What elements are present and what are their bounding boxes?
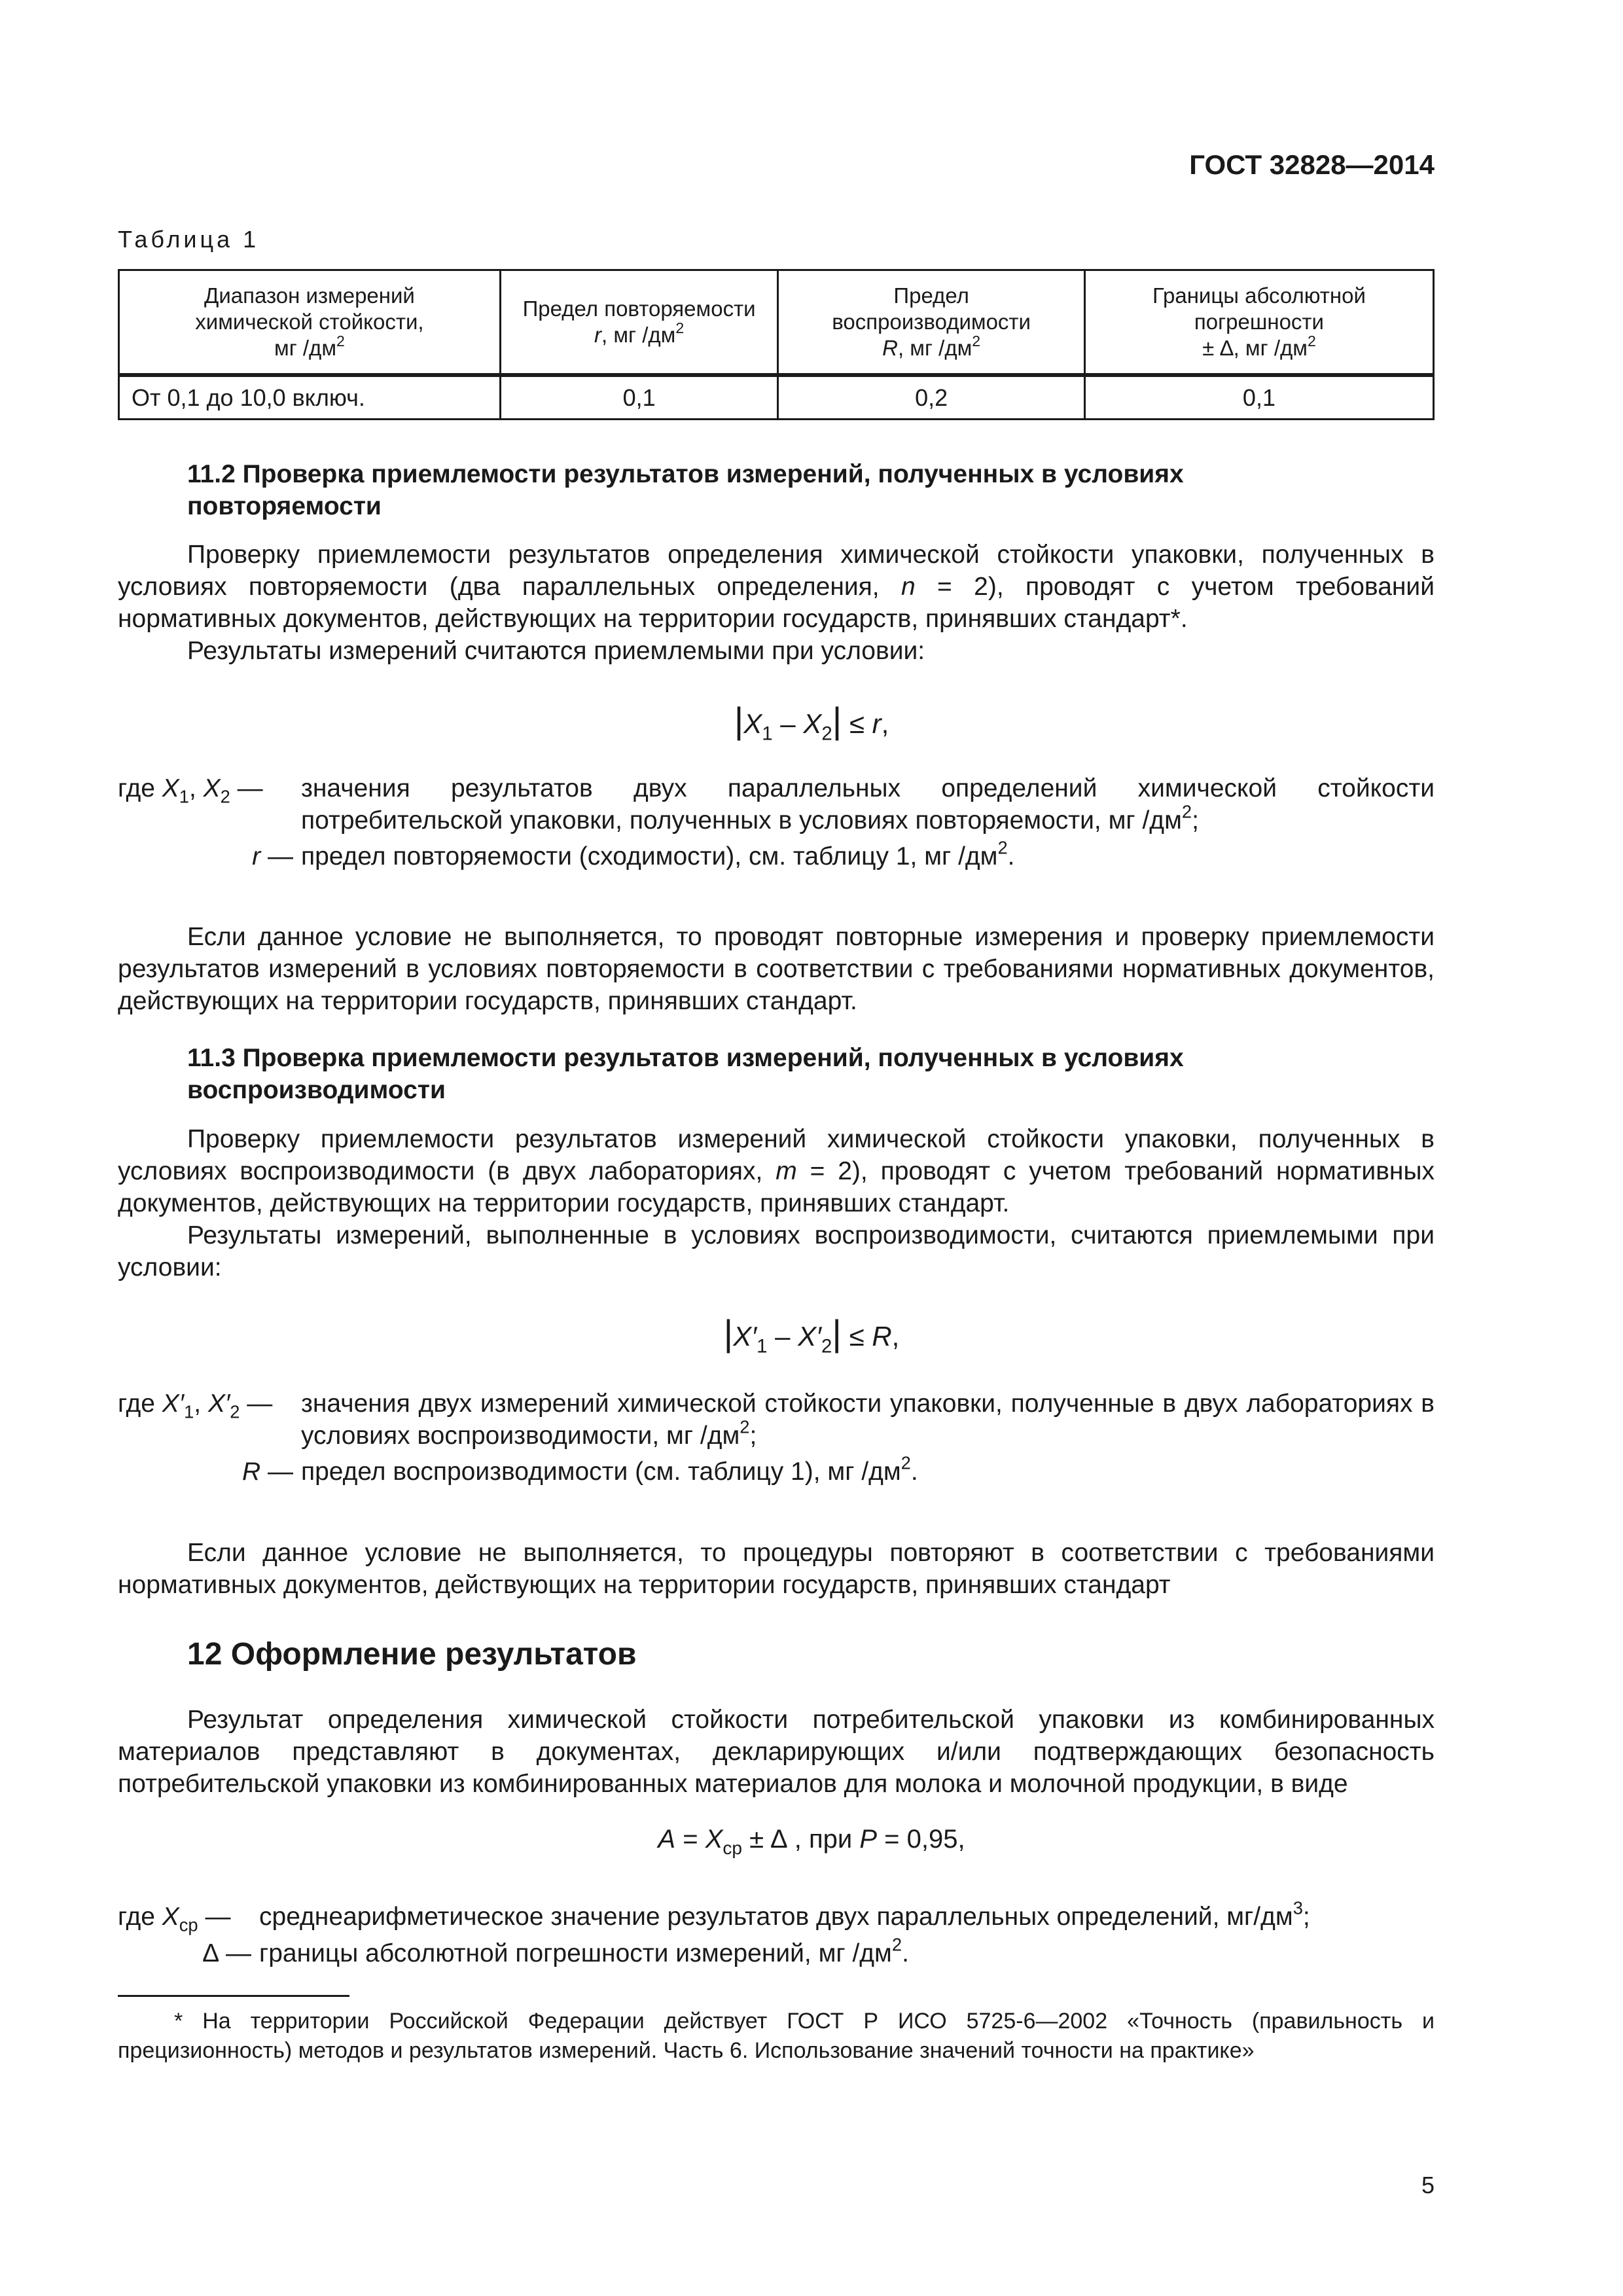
table-1 [118,269,1435,420]
definition-term-r: r — [252,842,293,870]
section-11-3-paragraph-1: Проверку приемлемости результатов измерений химической стойкости упаковки, полученных в условиях воспроизводимости (в двух лабораториях, m = 2), проводят с учетом требований нормативных документов, действующих на территории государств, принявших стандарт. [118,1125,1435,1217]
table-cell-R: 0,2 [778,376,1085,420]
section-12-heading: 12 Оформление результатов [187,1637,637,1672]
formula-repeatability: $|X_1 - X_2| \le r$, [734,700,889,745]
table-cell-r: 0,1 [500,376,777,420]
definition-term-xcp: где $X_{ср}$ — [118,1903,231,1935]
definition-text-r: предел повторяемости (сходимости), см. таблицу 1, мг $/дм^2$. [301,837,1015,870]
section-11-2-heading: 11.2 Проверка приемлемости результатов измерений, полученных в условиях повторяемости [187,460,1184,520]
definition-text-delta: границы абсолютной погрешности измерений, мг $/дм^2$. [259,1934,909,1967]
definition-text-xcp: среднеарифметическое значение результатов двух параллельных определений, $мг/дм^3$; [259,1897,1310,1931]
formula-reproducibility: $|X'_1 - X'_2| \le R$, [723,1312,900,1357]
table-cell-delta: 0,1 [1084,376,1433,420]
section-11-2-paragraph-1: Проверку приемлемости результатов определения химической стойкости упаковки, полученных в условиях повторяемости (два параллельных определения, n = 2), проводят с учетом требований нормативных документов, действующих на территории государств, принявших стандарт*. [118,541,1435,633]
definition-text-x1p-x2p: значения двух измерений химической стойкости упаковки, полученные в двух лабораториях в условиях воспроизводимости, мг $/дм^2$; [301,1390,1435,1450]
definition-term-x1-x2: где $X_1$, $X_2$ — [118,774,263,807]
table-header-cell: Границы абсолютной погрешности ± ∆, мг $/дм^2$ [1084,270,1433,374]
section-11-3-paragraph-2: Результаты измерений, выполненные в условиях воспроизводимости, считаются приемлемыми при условии: [118,1221,1435,1282]
definition-term-delta: ∆ — [203,1939,251,1967]
section-12-paragraph-1: Результат определения химической стойкости потребительской упаковки из комбинированных материалов представляют в документах, декларирующих и/или подтверждающих безопасность потребительской упаковки из комбинированных материалов для молока и молочной продукции, в виде [118,1706,1435,1798]
formula-result: $A = X_{ср}$ ± ∆ , при P = 0,95, [658,1825,965,1858]
section-11-3-heading: 11.3 Проверка приемлемости результатов измерений, полученных в условиях воспроизводимости [187,1044,1184,1104]
definition-term-x1p-x2p: где $X'_1$, $X'_2$ — [118,1390,273,1422]
section-11-3-paragraph-3: Если данное условие не выполняется, то процедуры повторяют в соответствии с требованиями нормативных документов, действующих на территории государств, принявших стандарт [118,1539,1435,1599]
table-cell-range: От 0,1 до 10,0 включ. [119,376,501,420]
definition-term-R: R — [241,1458,293,1486]
section-11-2-paragraph-2: Результаты измерений считаются приемлемыми при условии: [187,637,925,665]
page-number: 5 [1421,2172,1435,2198]
table-header-cell: Диапазон измерений химической стойкости, мг $/дм^2$ [119,270,501,374]
table-header-cell: Предел повторяемости r, мг $/дм^2$ [500,270,777,374]
footnote: * На территории Российской Федерации действует ГОСТ Р ИСО 5725-6—2002 «Точность (правильность и прецизионность) методов и результатов измерений. Часть 6. Использование значений точности на практике» [118,2009,1435,2063]
table-header-cell: Предел воспроизводимости R, мг $/дм^2$ [778,270,1085,374]
standard-designation: ГОСТ 32828—2014 [1189,149,1435,180]
definition-text-x1-x2: значения результатов двух параллельных определений химической стойкости потребительской упаковки, полученных в условиях повторяемости, мг $/дм^2$; [301,774,1435,834]
table-row [119,376,1434,420]
table-caption: Таблица 1 [118,226,260,253]
section-11-2-paragraph-3: Если данное условие не выполняется, то проводят повторные измерения и проверку приемлемости результатов измерений в условиях повторяемости в соответствии с требованиями нормативных документов, действующих на территории государств, принявших стандарт. [118,923,1435,1015]
definition-text-R: предел воспроизводимости (см. таблицу 1), мг $/дм^2$. [301,1452,918,1486]
footnote-rule [118,1995,349,1997]
table-header-row [119,270,1434,374]
